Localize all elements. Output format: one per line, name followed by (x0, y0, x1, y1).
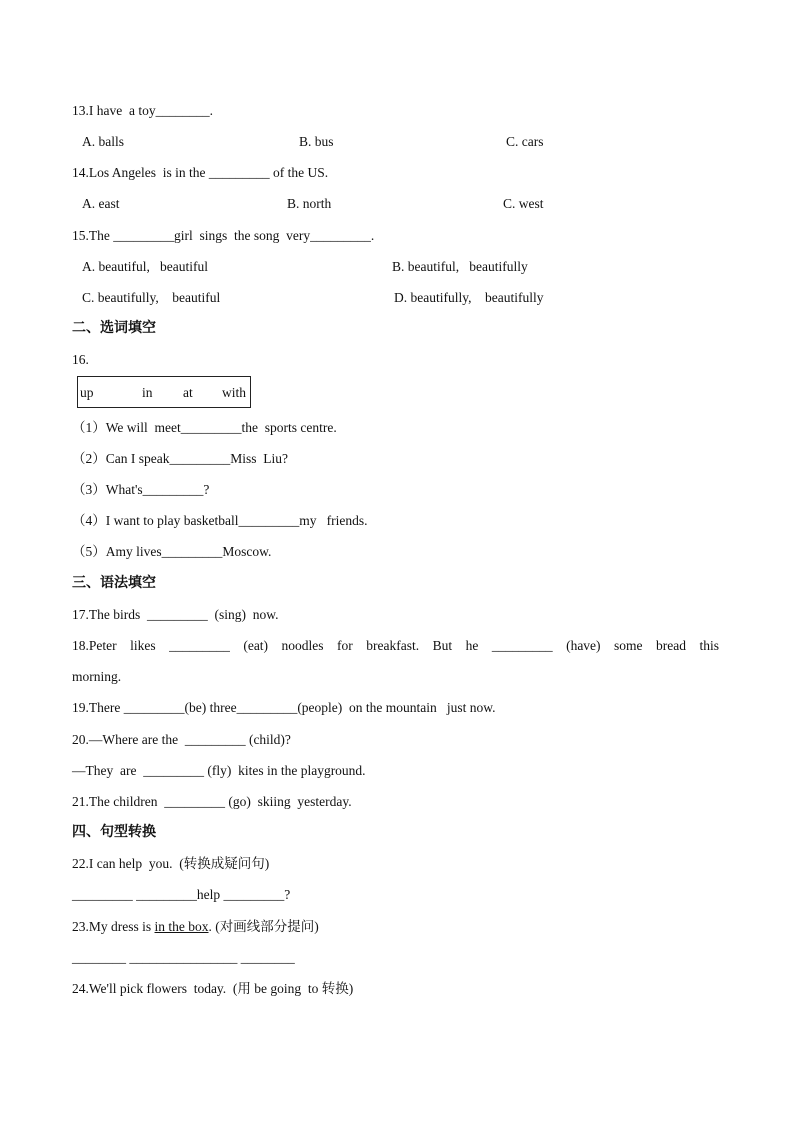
word-bank-word: in (142, 385, 153, 400)
question-20-line-1: 20.—Where are the _________ (child)? (72, 732, 291, 747)
question-15-option-c: C. beautifully, beautiful (82, 290, 221, 305)
question-15-option-d: D. beautifully, beautifully (394, 290, 544, 305)
question-15-option-a: A. beautiful, beautiful (82, 259, 208, 274)
question-18-line-1: 18.Peter likes _________ (eat) noodles for breakfast. But he _________ (have) some bread this (72, 638, 719, 653)
word-bank-word: with (222, 385, 247, 400)
question-16-item-5: （5）Amy lives_________Moscow. (72, 544, 272, 559)
question-14-option-a: A. east (82, 196, 120, 211)
question-18-line-2: morning. (72, 669, 122, 684)
question-17: 17.The birds _________ (sing) now. (72, 607, 279, 622)
question-21: 21.The children _________ (go) skiing yesterday. (72, 794, 352, 809)
question-16-item-3: （3）What's_________? (72, 482, 210, 497)
question-14-option-b: B. north (287, 196, 332, 211)
question-16-number: 16. (72, 352, 89, 367)
question-23-answer-blanks: ________ ________________ ________ (72, 950, 295, 965)
question-23-underlined-phrase: in the box (154, 919, 209, 934)
question-24: 24.We'll pick flowers today. (用 be going to 转换) (72, 981, 354, 996)
question-22: 22.I can help you. (转换成疑问句) (72, 856, 270, 871)
question-15-stem: 15.The _________girl sings the song very_________. (72, 228, 375, 243)
question-20-line-2: —They are _________ (fly) kites in the playground. (72, 763, 366, 778)
question-14-option-c: C. west (503, 196, 544, 211)
question-19: 19.There _________(be) three_________(people) on the mountain just now. (72, 700, 496, 715)
question-13-option-b: B. bus (299, 134, 334, 149)
word-bank-word: at (183, 385, 193, 400)
section-3-heading: 三、语法填空 (72, 575, 156, 591)
section-2-heading: 二、选词填空 (72, 320, 156, 336)
question-14-stem: 14.Los Angeles is in the _________ of the US. (72, 165, 329, 180)
question-23 (72, 918, 319, 936)
question-23-text-before: 23.My dress is (72, 919, 155, 934)
question-13-stem: 13.I have a toy________. (72, 103, 213, 118)
word-bank-word: up (80, 385, 94, 400)
question-16-item-4: （4）I want to play basketball_________my friends. (72, 513, 368, 528)
question-15-option-b: B. beautiful, beautifully (392, 259, 528, 274)
section-4-heading: 四、句型转换 (72, 824, 156, 840)
question-16-item-2: （2）Can I speak_________Miss Liu? (72, 451, 288, 466)
question-13-option-a: A. balls (82, 134, 124, 149)
word-bank-box (77, 376, 251, 408)
question-16-item-1: （1）We will meet_________the sports centre. (72, 420, 337, 435)
question-23-text-after: . (对画线部分提问) (208, 919, 319, 934)
question-22-answer-blanks: _________ _________help _________? (72, 887, 291, 902)
question-13-option-c: C. cars (506, 134, 544, 149)
